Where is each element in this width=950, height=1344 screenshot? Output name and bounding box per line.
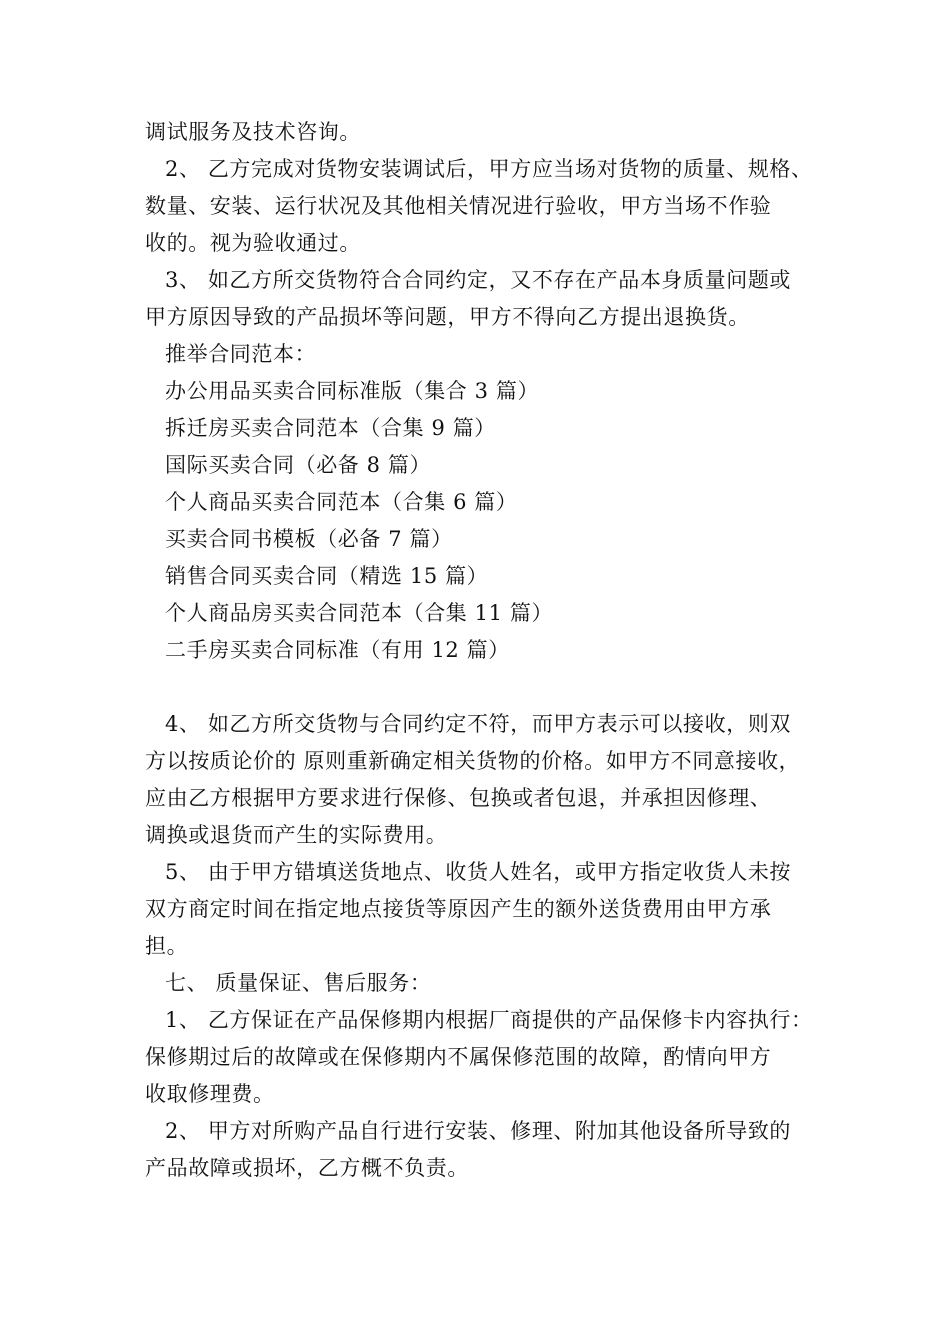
- recommend-heading: 推举合同范本：: [165, 342, 317, 366]
- clause-3-line: 3、 如乙方所交货物符合合同约定，又不存在产品本身质量问题或: [165, 268, 792, 292]
- clause-2-line: 2、 甲方对所购产品自行进行安装、修理、附加其他设备所导致的: [165, 1119, 792, 1143]
- paragraph-line: 方以按质论价的 原则重新确定相关货物的价格。如甲方不同意接收，: [145, 749, 801, 773]
- recommend-link[interactable]: 办公用品买卖合同标准版（集合 3 篇）: [165, 379, 540, 403]
- recommend-link[interactable]: 个人商品买卖合同范本（合集 6 篇）: [165, 490, 518, 514]
- clause-5-line: 5、 由于甲方错填送货地点、收货人姓名，或甲方指定收货人未按: [165, 860, 792, 884]
- recommend-link[interactable]: 国际买卖合同（必备 8 篇）: [165, 453, 432, 477]
- paragraph-line: 调换或退货而产生的实际费用。: [145, 823, 448, 847]
- paragraph-line: 双方商定时间在指定地点接货等原因产生的额外送货费用由甲方承: [145, 897, 772, 921]
- recommend-link[interactable]: 拆迁房买卖合同范本（合集 9 篇）: [165, 416, 496, 440]
- recommend-link[interactable]: 个人商品房买卖合同范本（合集 11 篇）: [165, 601, 554, 625]
- recommend-link[interactable]: 买卖合同书模板（必备 7 篇）: [165, 527, 453, 551]
- paragraph-line: 收的。视为验收通过。: [145, 231, 361, 255]
- paragraph-line: 数量、安装、运行状况及其他相关情况进行验收，甲方当场不作验: [145, 194, 772, 218]
- paragraph-line: 应由乙方根据甲方要求进行保修、包换或者包退，并承担因修理、: [145, 786, 772, 810]
- paragraph-line: 收取修理费。: [145, 1082, 275, 1106]
- section-heading: 七、 质量保证、售后服务：: [165, 971, 432, 995]
- clause-4-line: 4、 如乙方所交货物与合同约定不符，而甲方表示可以接收，则双: [165, 712, 792, 736]
- document-body: [145, 114, 825, 1187]
- paragraph-line: 保修期过后的故障或在保修期内不属保修范围的故障，酌情向甲方: [145, 1045, 772, 1069]
- clause-1-line: 1、 乙方保证在产品保修期内根据厂商提供的产品保修卡内容执行：: [165, 1008, 813, 1032]
- paragraph-line: 产品故障或损坏，乙方概不负责。: [145, 1156, 469, 1180]
- clause-2-line: 2、 乙方完成对货物安装调试后，甲方应当场对货物的质量、规格、: [165, 157, 813, 181]
- paragraph-line: 担。: [145, 934, 189, 958]
- blank-line: [145, 669, 825, 706]
- recommend-link[interactable]: 销售合同买卖合同（精选 15 篇）: [165, 564, 489, 588]
- paragraph-line: 甲方原因导致的产品损坏等问题，甲方不得向乙方提出退换货。: [145, 305, 750, 329]
- paragraph-line: 调试服务及技术咨询。: [145, 120, 361, 144]
- recommend-link[interactable]: 二手房买卖合同标准（有用 12 篇）: [165, 638, 510, 662]
